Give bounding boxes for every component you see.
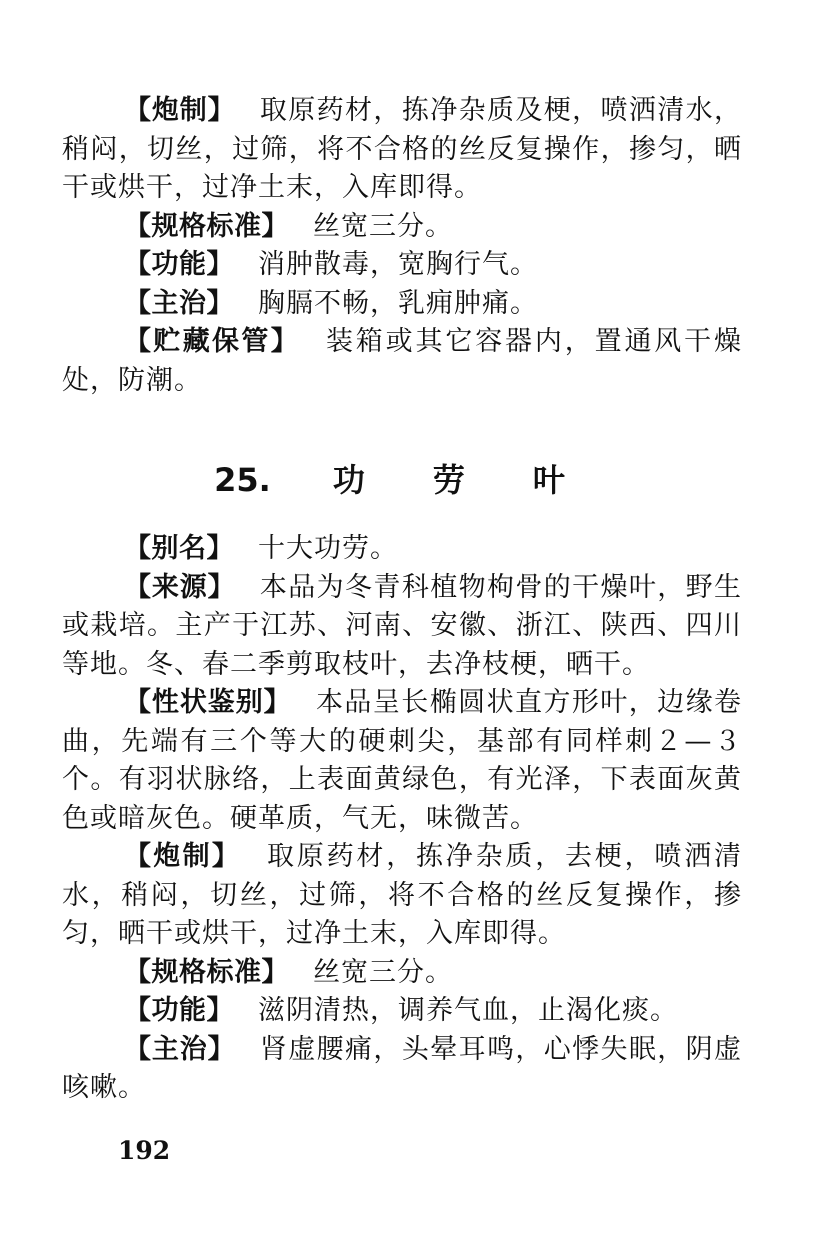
identification-paragraph [62,684,742,838]
entry-standard-text: 丝宽三分。 [313,956,453,988]
storage-paragraph [62,323,742,400]
source-paragraph [62,569,742,685]
identification-label: 【性状鉴别】 [124,687,292,718]
function-paragraph [62,246,742,285]
entry-processing-text: 取原药材，拣净杂质，去梗，喷洒清水，稍闷，切丝，过筛，将不合格的丝反复操作，掺匀，晒干或烘干，过净土末，入库即得。 [62,841,743,949]
alias-paragraph [62,530,742,569]
entry-standard-label: 【规格标准】 [124,956,289,988]
standard-text: 丝宽三分。 [313,210,453,242]
entry-function-text: 滋阴清热，调养气血，止渴化痰。 [258,995,678,1026]
entry-title-char-3: 叶 [532,461,565,499]
function-label: 【功能】 [124,249,234,280]
entry-indication-text: 肾虚腰痛，头晕耳鸣，心悸失眠，阴虚咳嗽。 [62,1033,743,1103]
entry-standard-paragraph [62,954,742,993]
processing-label: 【炮制】 [124,95,236,126]
entry-number: 25. [214,461,271,499]
previous-entry-continuation [62,92,742,400]
identification-text: 本品呈长椭圆状直方形叶，边缘卷曲，先端有三个等大的硬刺尖，基部有同样刺２—３个。有羽状脉络，上表面黄绿色，有光泽，下表面灰黄色或暗灰色。硬革质，气无，味微苦。 [62,687,743,834]
storage-label: 【贮藏保管】 [124,326,301,357]
entry-title-char-1: 功 [332,461,365,499]
page-number: 192 [118,1136,171,1165]
entry-heading [0,458,813,502]
source-label: 【来源】 [124,571,236,603]
indication-text: 胸膈不畅，乳痈肿痛。 [258,287,538,319]
entry-function-label: 【功能】 [124,995,234,1026]
entry-indication-label: 【主治】 [124,1033,236,1065]
alias-text: 十大功劳。 [258,533,398,564]
entry-processing-label: 【炮制】 [124,841,242,872]
source-text: 本品为冬青科植物枸骨的干燥叶，野生或栽培。主产于江苏、河南、安徽、浙江、陕西、四川等地。冬、春二季剪取枝叶，去净枝梗，晒干。 [62,571,743,680]
entry-processing-paragraph [62,838,742,954]
storage-text: 装箱或其它容器内，置通风干燥处，防潮。 [62,326,743,396]
processing-paragraph [62,92,742,208]
entry-title-char-2: 劳 [432,461,465,499]
standard-paragraph [62,208,742,247]
indication-paragraph [62,285,742,324]
indication-label: 【主治】 [124,287,234,319]
entry-indication-paragraph [62,1031,742,1108]
entry-function-paragraph [62,992,742,1031]
standard-label: 【规格标准】 [124,210,289,242]
processing-text: 取原药材，拣净杂质及梗，喷洒清水，稍闷，切丝，过筛，将不合格的丝反复操作，掺匀，晒干或烘干，过净土末，入库即得。 [62,95,743,203]
entry-body [62,530,742,1108]
function-text: 消肿散毒，宽胸行气。 [258,249,538,280]
alias-label: 【别名】 [124,533,234,564]
